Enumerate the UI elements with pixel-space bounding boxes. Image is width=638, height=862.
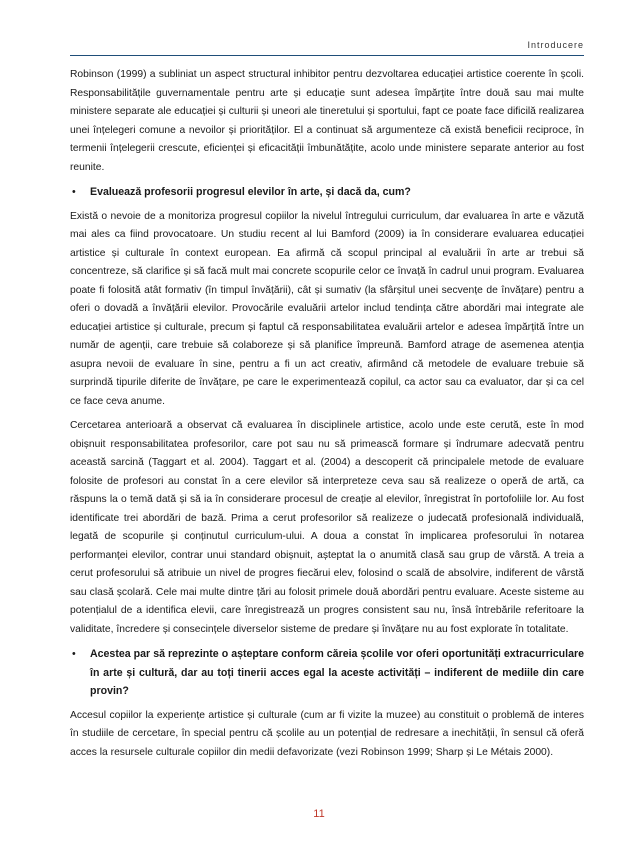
bullet-icon: • (72, 648, 76, 660)
bullet-icon: • (72, 186, 76, 198)
bullet-text: Evaluează profesorii progresul elevilor în arte, și dacă da, cum? (90, 186, 411, 198)
page-number: 11 (313, 808, 325, 820)
body-text (70, 66, 584, 768)
bullet-text: Acestea par să reprezinte o așteptare conform căreia școlile vor oferi oportunități extracurriculare în arte și cultură, dar au toți tinerii acces egal la aceste activități – indiferent de mediile din care provin? (90, 648, 584, 697)
paragraph-robinson: Robinson (1999) a subliniat un aspect structural inhibitor pentru dezvoltarea educației artistice coerente în școli. Responsabilitățile guvernamentale pentru arte și educație sunt adesea împărțite între două sau mai multe ministere separate ale educației și culturii și uneori ale tineretului și sportului, fapt ce poate face dificilă realizarea unei înțelegeri comune a nevoilor și priorităților. El a continuat să argumenteze că există beneficii reciproce, în termenii înțelegerii crescute, eficienței și eficacității îmbunătățite, acolo unde ministere separate anterior au fost reunite. (70, 69, 584, 173)
paragraph-access: Accesul copiilor la experiențe artistice și culturale (cum ar fi vizite la muzee) au constituit o problemă de interes în studiile de cercetare, în special pentru că școlile au un potențial de redresare a inechității, în sensul că oferă acces la resursele culturale copiilor din medii defavorizate (vezi Robinson 1999; Sharp și Le Métais 2000). (70, 709, 584, 758)
header-rule (70, 55, 584, 56)
bullet-question-assessment (70, 183, 584, 202)
running-header: Introducere (527, 40, 584, 50)
paragraph-taggart: Cercetarea anterioară a observat că evaluarea în disciplinele artistice, acolo unde este cerută, este în mod obișnuit responsabilitatea profesorilor, care pot sau nu să primească formare și îndrumare adecvată pentru această sarcină (Taggart et al. 2004). Taggart et al. (2004) a descoperit că principalele metode de evaluare folosite de profesori au constat în a cere elevilor să interpreteze ceva sau să realizeze o operă de artă, ca răspuns la o temă dată și să ia în considerare procesul de creație al elevilor, înregistrat în portofoliile lor. Au fost identificate trei abordări de bază. Prima a cerut profesorilor să realizeze o judecată profesională individuală, legată de scopurile și conținutul curriculum-ului. A doua a constat în implicarea profesorului în notarea performanței elevilor, contrar unui standard obișnuit, așteptat la o anumită clasă sau grup de vârstă. A treia a cerut profesorului să atribuie un nivel de progres fiecărui elev, folosind o scală de absolvire, indiferent de vârstă sau clasă școlară. Cele mai multe dintre țări au folosit primele două abordări pentru evaluare. Aceste sisteme au potențialul de a identifica elevii, care înregistrează un progres consistent sau nu, însă întrebările referitoare la validitate, încredere și consecințele diverselor sisteme de predare și învățare nu au fost explorate în totalitate. (70, 420, 584, 635)
bullet-question-access (70, 645, 584, 701)
paragraph-bamford: Există o nevoie de a monitoriza progresul copiilor la nivelul întregului curriculum, dar evaluarea în arte e văzută mai ales ca fiind provocatoare. Un studiu recent al lui Bamford (2009) ia în considerare evaluarea educației artistice și culturale în context european. Ea afirmă că scopul principal al evaluării în arte ar trebui să concentreze, să clarifice și să facă mult mai concrete scopurile celor ce învață în cadrul unui program. Evaluarea poate fi folosită atât formativ (în timpul învățării), cât și sumativ (la sfârșitul unei secvențe de învățare) pentru a oferi o dovadă a învățării elevilor. Provocările evaluării artelor includ tendința către abordări mai integrate ale educației artistice și culturale, precum și faptul că responsabilitatea evaluării artelor e adesea împărțită între un număr de agenții, care trebuie să colaboreze și să planifice împreună. Bamford atrage de asemenea atenția asupra nevoii de evaluare în sine, pentru a fi un act creativ, afirmând că metodele de evaluare trebuie să surprindă tipurile diferite de învățare, pe care le experimentează copilul, ca actor sau ca evaluator, dar și ca cel ce face ceva anume. (70, 210, 584, 407)
